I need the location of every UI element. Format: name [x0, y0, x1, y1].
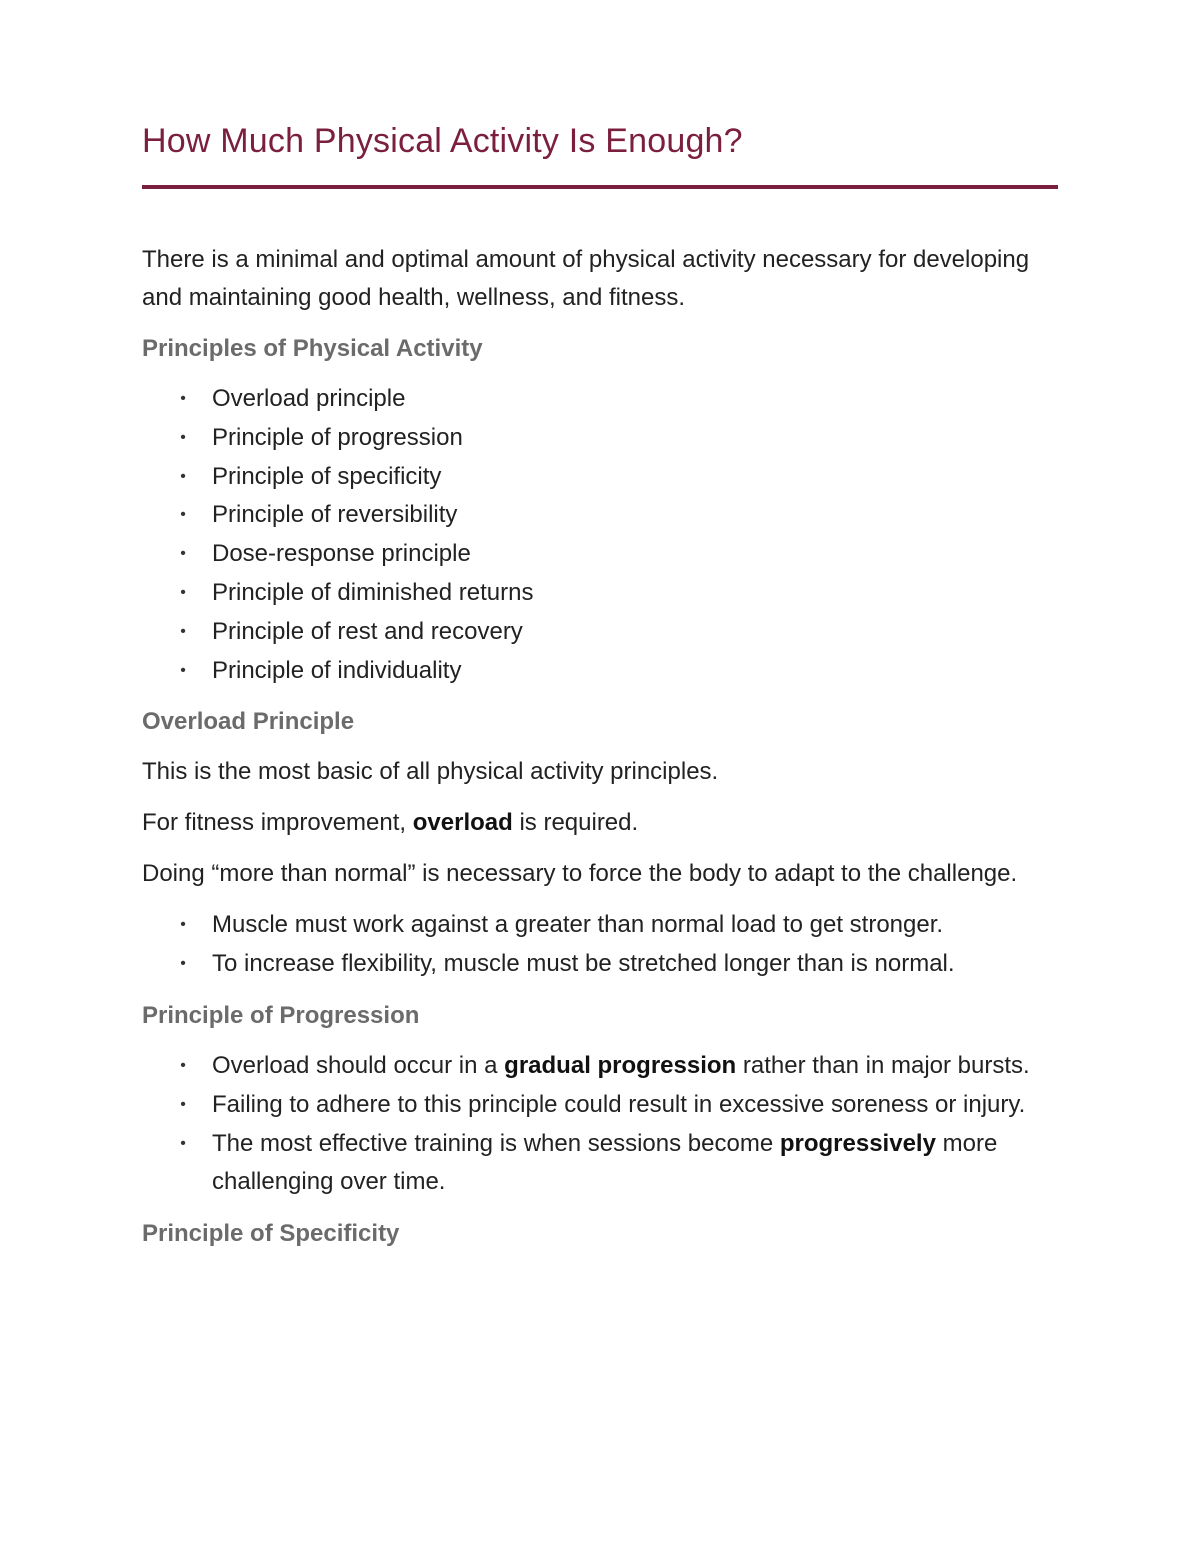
list-item: • Failing to adhere to this principle could result in excessive soreness or injury.: [142, 1086, 1058, 1125]
overload-list: [142, 906, 1058, 984]
bullet-icon: •: [180, 1095, 186, 1113]
overload-paragraph-2: For fitness improvement, overload is required.: [142, 809, 639, 837]
bullet-icon: •: [180, 545, 186, 563]
list-item: • Principle of rest and recovery: [142, 613, 1058, 652]
bullet-icon: •: [180, 428, 186, 446]
bullet-icon: •: [180, 1056, 186, 1074]
list-item: • Muscle must work against a greater than normal load to get stronger.: [142, 906, 1058, 945]
overload-paragraph-1: This is the most basic of all physical activity principles.: [142, 758, 719, 786]
list-item: • Principle of reversibility: [142, 496, 1058, 535]
bullet-icon: •: [180, 916, 186, 934]
principles-list: [142, 380, 1058, 690]
title-divider: [142, 185, 1058, 189]
document-page: [142, 118, 1058, 1265]
bold-term: progressively: [779, 1129, 936, 1157]
specificity-heading: Principle of Specificity: [142, 1220, 400, 1248]
list-item: • Principle of diminished returns: [142, 574, 1058, 613]
bold-term: gradual progression: [504, 1051, 737, 1079]
list-item: • The most effective training is when sessions become progressively more challenging over time.: [142, 1125, 1058, 1203]
bold-term: overload: [412, 809, 513, 837]
bullet-icon: •: [180, 622, 186, 640]
list-item: • Principle of individuality: [142, 652, 1058, 691]
list-item: • To increase flexibility, muscle must be stretched longer than is normal.: [142, 945, 1058, 984]
list-item: • Dose-response principle: [142, 535, 1058, 574]
list-item: • Principle of specificity: [142, 458, 1058, 497]
list-item: • Principle of progression: [142, 419, 1058, 458]
bullet-icon: •: [180, 955, 186, 973]
list-item: • Overload should occur in a gradual progression rather than in major bursts.: [142, 1047, 1058, 1086]
bullet-icon: •: [180, 390, 186, 407]
bullet-icon: •: [180, 661, 186, 679]
principles-heading: Principles of Physical Activity: [142, 335, 483, 362]
list-item: • Overload principle: [142, 380, 1058, 419]
bullet-icon: •: [180, 583, 186, 601]
intro-paragraph: There is a minimal and optimal amount of physical activity necessary for developing and maintaining good health, wellness, and fitness.: [142, 246, 1030, 311]
progression-list: [142, 1047, 1058, 1202]
bullet-icon: •: [180, 467, 186, 485]
overload-heading: Overload Principle: [142, 708, 355, 736]
overload-paragraph-3: Doing “more than normal” is necessary to force the body to adapt to the challenge.: [142, 860, 1018, 888]
page-title: How Much Physical Activity Is Enough?: [142, 122, 743, 160]
bullet-icon: •: [180, 506, 186, 524]
progression-heading: Principle of Progression: [142, 1001, 420, 1029]
bullet-icon: •: [180, 1134, 186, 1152]
